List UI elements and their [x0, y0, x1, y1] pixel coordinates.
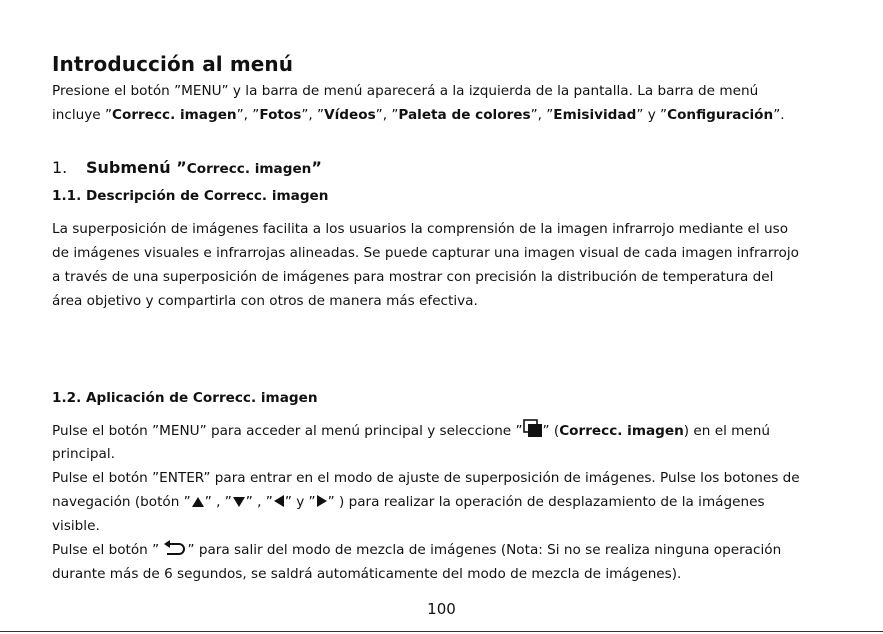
application-line-1: Pulse el botón ”MENU” para acceder al menú principal y seleccione ” ” (Correcc. imagen) en el menú — [52, 419, 770, 446]
description-line-4: área objetivo y compartirla con otros de manera más efectiva. — [52, 293, 478, 309]
page-title: Introducción al menú — [52, 52, 294, 76]
subsection-1-1-heading: 1.1. Descripción de Correcc. imagen — [52, 188, 329, 204]
triangle-right-icon — [316, 493, 328, 517]
menu-item-paleta: Paleta de colores — [398, 107, 531, 123]
application-line-6: Pulse el botón ” ” para salir del modo de mezcla de imágenes (Nota: Si no se realiza ninguna operación — [52, 539, 781, 565]
section-1-heading: 1. Submenú ”Correcc. imagen” — [52, 158, 322, 177]
image-overlay-icon — [523, 419, 543, 446]
page-number: 100 — [427, 600, 456, 618]
menu-item-fotos: Fotos — [259, 107, 302, 123]
menu-item-emisividad: Emisividad — [553, 107, 637, 123]
menu-item-configuracion: Configuración — [667, 107, 774, 123]
description-line-2: de imágenes visuales e infrarrojas alineadas. Se puede capturar una imagen visual de cada imagen infrarrojo — [52, 245, 799, 261]
menu-item-videos: Vídeos — [324, 107, 376, 123]
triangle-down-icon — [232, 493, 246, 517]
triangle-up-icon — [191, 493, 205, 517]
intro-line-2: incluye ”Correcc. imagen”, ”Fotos”, ”Vídeos”, ”Paleta de colores”, ”Emisividad” y ”Configuración”. — [52, 107, 785, 123]
description-line-3: a través de una superposición de imágenes para mostrar con precisión la distribución de temperatura del — [52, 269, 774, 285]
subsection-1-2-heading: 1.2. Aplicación de Correcc. imagen — [52, 390, 318, 406]
application-line-5: visible. — [52, 518, 100, 534]
application-line-2: principal. — [52, 446, 115, 462]
triangle-left-icon — [273, 493, 285, 517]
application-line-4: navegación (botón ” ” , ” ” , ” ” y ” ” ) para realizar la operación de desplazamiento de la imágenes — [52, 491, 765, 517]
intro-line-1: Presione el botón ”MENU” y la barra de menú aparecerá a la izquierda de la pantalla. La barra de menú — [52, 83, 759, 99]
description-line-1: La superposición de imágenes facilita a los usuarios la comprensión de la imagen infrarrojo mediante el uso — [52, 221, 789, 237]
back-arrow-icon — [163, 540, 187, 565]
menu-item-correcc: Correcc. imagen — [112, 107, 237, 123]
application-line-3: Pulse el botón ”ENTER” para entrar en el modo de ajuste de superposición de imágenes. Pulse los botones de — [52, 470, 800, 486]
application-line-7: durante más de 6 segundos, se saldrá automáticamente del modo de mezcla de imágenes). — [52, 566, 682, 582]
footer-divider — [0, 631, 883, 632]
